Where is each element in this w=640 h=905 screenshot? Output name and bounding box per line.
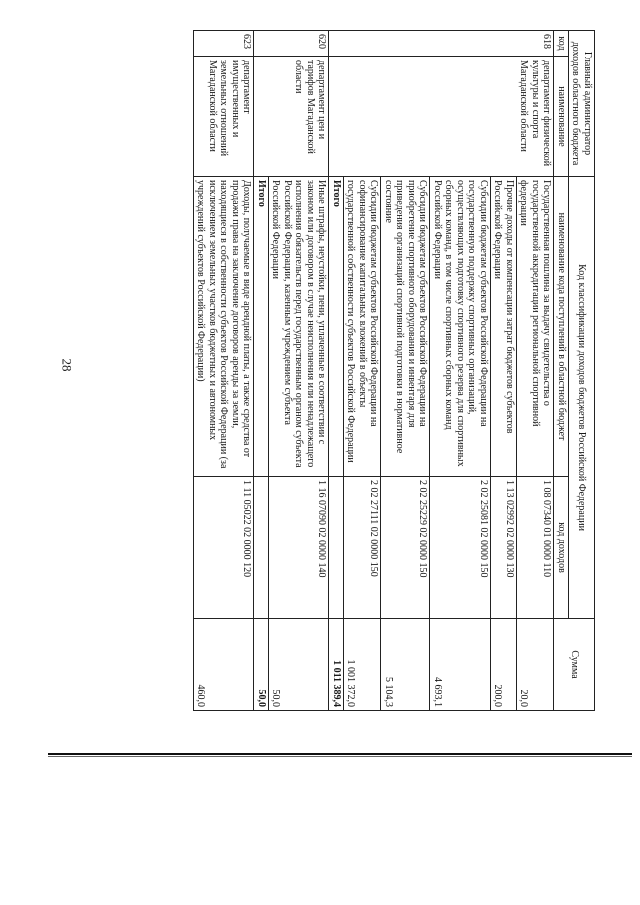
admin-name-cell: департамент цен и тарифов Магаданской области <box>254 57 329 177</box>
income-code-cell: 2 02 25081 02 0000 150 <box>430 477 491 619</box>
classification-header: Код классификации доходов бюджетов Российской Федерации <box>569 177 595 619</box>
document-table-area <box>95 30 595 710</box>
col-income-code-header: код доходов <box>554 477 569 619</box>
income-code-cell: 1 13 02992 02 0000 130 <box>491 477 517 619</box>
sum-cell: 1 001 372,0 <box>344 619 382 711</box>
col-name-header: наименование <box>554 57 569 177</box>
income-code-cell: 1 08 07340 01 0000 110 <box>517 477 555 619</box>
total-sum-cell: 50,0 <box>254 619 269 711</box>
revenue-table <box>193 30 595 711</box>
admin-code-cell: 623 <box>194 31 255 57</box>
income-code-cell: 2 02 27111 02 0000 150 <box>344 477 382 619</box>
income-name-cell: Субсидии бюджетам субъектов Российской Федерации на государственную поддержку спортивных организаций, осуществляющих подготовку спортивного резерва для спортивных сборных команд, в том числе спортивных сборных команд Российской Федерации <box>430 177 491 477</box>
footer-rule <box>48 753 632 755</box>
income-name-cell: Государственная пошлина за выдачу свидетельства о государственной аккредитации региональной спортивной федерации <box>517 177 555 477</box>
sum-cell: 460,0 <box>194 619 255 711</box>
col-code-header: код <box>554 31 569 57</box>
table-row <box>194 31 255 711</box>
total-sum-cell: 1 011 389,4 <box>329 619 344 711</box>
total-label-cell: Итого <box>329 177 344 477</box>
income-code-cell: 2 02 25229 02 0000 150 <box>381 477 430 619</box>
total-label-cell: Итого <box>254 177 269 477</box>
page-number: 28 <box>59 358 75 372</box>
table-row <box>269 31 330 711</box>
col-income-name-header: наименование кода поступлений в областной бюджет <box>554 177 569 477</box>
sum-cell: 20,0 <box>517 619 555 711</box>
income-name-cell: Доходы, получаемые в виде арендной платы, а также средства от продажи права на заключение договоров аренды за земли, находящиеся в собственности субъектов Российской Федерации (за исключением земельных участков бюджетных и автономных учреждений субъектов Российской Федерации) <box>194 177 255 477</box>
admin-name-cell: департамент имущественных и земельных отношений Магаданской области <box>194 57 255 177</box>
sum-cell: 4 693,1 <box>430 619 491 711</box>
income-name-cell: Субсидии бюджетам субъектов Российской Федерации на софинансирование капитальных вложений в объекты государственной собственности субъектов Российской Федерации <box>344 177 382 477</box>
admin-header: Главный администратор доходов областного бюджета <box>569 31 595 177</box>
admin-code-cell: 620 <box>254 31 329 57</box>
total-empty-cell <box>329 477 344 619</box>
table-body <box>194 31 555 711</box>
income-name-cell: Прочие доходы от компенсации затрат бюджетов субъектов Российской Федерации <box>491 177 517 477</box>
footer-rule-thin <box>48 756 632 757</box>
sum-cell: 50,0 <box>269 619 330 711</box>
income-name-cell: Иные штрафы, неустойки, пени, уплаченные в соответствии с законом или договором в случае неисполнения или ненадлежащего исполнения обязательств перед государственным органом субъекта Российской Федерации, казенным учреждением субъекта Российской Федерации <box>269 177 330 477</box>
rotated-table-container <box>95 30 595 710</box>
income-code-cell: 1 11 05022 02 0000 120 <box>194 477 255 619</box>
total-empty-cell <box>254 477 269 619</box>
sum-cell: 5 104,3 <box>381 619 430 711</box>
admin-name-cell: департамент физической культуры и спорта Магаданской области <box>329 57 554 177</box>
admin-code-cell: 618 <box>329 31 554 57</box>
sum-header: Сумма <box>554 619 595 711</box>
income-code-cell: 1 16 07090 02 0000 140 <box>269 477 330 619</box>
table-row <box>517 31 555 711</box>
income-name-cell: Субсидии бюджетам субъектов Российской Федерации на приобретение спортивного оборудования и инвентаря для приведения организаций спортивной подготовки в нормативное состояние <box>381 177 430 477</box>
sum-cell: 200,0 <box>491 619 517 711</box>
